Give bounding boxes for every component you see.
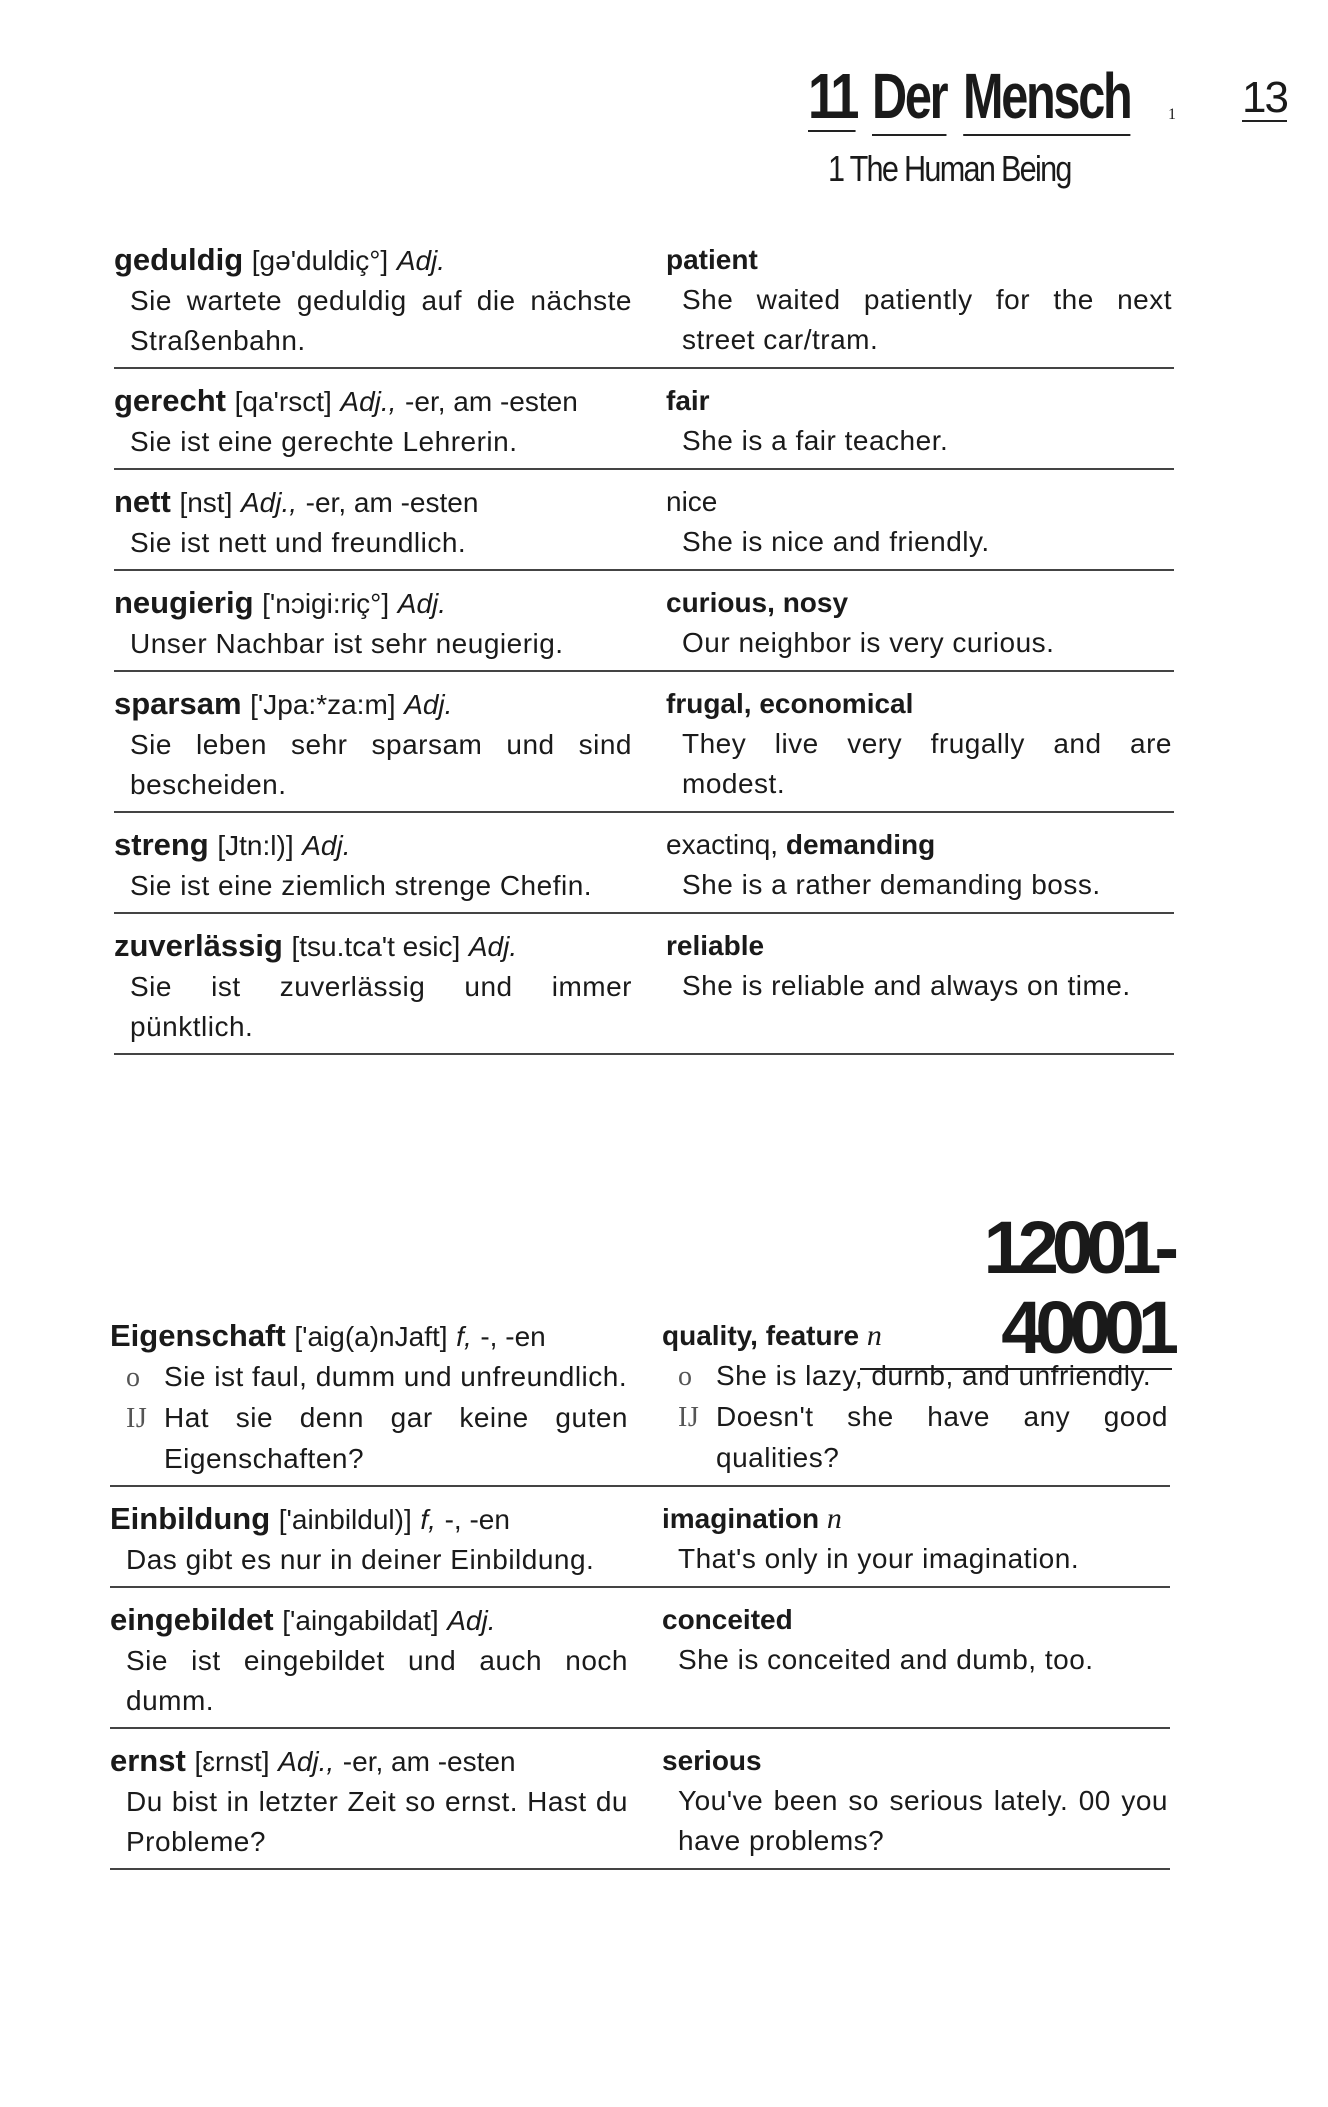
example-german: Sie ist eingebildet und auch noch dumm. (126, 1645, 628, 1716)
headword: zuverlässig (114, 928, 283, 963)
headword-line (110, 1741, 628, 1782)
headword-line (114, 684, 632, 725)
example-english (662, 1397, 1168, 1478)
english-column (662, 1499, 1168, 1580)
example-marker: IJ (126, 1403, 148, 1434)
translation (666, 684, 1172, 724)
german-column (114, 240, 666, 361)
pronunciation: [nst] (179, 487, 233, 518)
headword-line (114, 926, 632, 967)
example-german (110, 1357, 628, 1398)
translation (662, 1741, 1168, 1781)
headword-line (110, 1316, 628, 1357)
chapter-subtitle: 1 The Human Being (828, 148, 1071, 189)
dictionary-entry (114, 482, 1174, 571)
translation-text: patient (666, 244, 758, 275)
german-column (114, 482, 666, 563)
dictionary-entry (114, 684, 1174, 813)
noun-marker: n (826, 1502, 842, 1535)
grammar-label: Adj. (396, 245, 446, 276)
example-german: Sie leben sehr sparsam und sind bescheiden. (130, 729, 632, 800)
example-marker: o (126, 1362, 141, 1393)
english-column (662, 1316, 1168, 1479)
grammar-label: Adj. (397, 588, 447, 619)
dictionary-entry (114, 240, 1174, 369)
example-marker: o (678, 1361, 693, 1392)
translation (666, 583, 1172, 623)
grammar-label: Adj. (468, 931, 518, 962)
page-number: 13 (1242, 73, 1287, 122)
english-column (666, 684, 1172, 805)
example-german: Das gibt es nur in deiner Einbildung. (126, 1544, 595, 1575)
german-column (114, 381, 666, 462)
entries-block-a (0, 240, 1328, 1055)
example-german: Du bist in letzter Zeit so ernst. Hast du Probleme? (126, 1786, 628, 1857)
grammar-label: Adj. (302, 830, 351, 861)
headword: nett (114, 484, 171, 519)
chapter-title-word-1: Der (872, 60, 946, 136)
pronunciation: [Jtn:l)] (217, 830, 294, 861)
example-english (662, 1356, 1168, 1397)
dictionary-entry (114, 583, 1174, 672)
inflection: -, -en (480, 1321, 546, 1352)
translation (662, 1316, 1168, 1356)
headword: eingebildet (110, 1602, 274, 1637)
german-column (110, 1499, 662, 1580)
example-english: She is reliable and always on time. (682, 970, 1131, 1001)
grammar-label: Adj. (447, 1605, 496, 1636)
translation-text: curious, nosy (666, 587, 849, 618)
dictionary-entry (110, 1316, 1170, 1487)
translation (666, 825, 1172, 865)
grammar-label: Adj. (404, 689, 453, 720)
dictionary-entry (114, 926, 1174, 1055)
translation (666, 240, 1172, 280)
german-column (114, 684, 666, 805)
german-column (110, 1741, 662, 1862)
grammar-label: Adj., (340, 386, 397, 417)
example-german: Sie ist eine gerechte Lehrerin. (130, 426, 518, 457)
example-german: Sie wartete geduldig auf die nächste Straßenbahn. (130, 285, 632, 356)
english-column (662, 1600, 1168, 1721)
headword: neugierig (114, 585, 254, 620)
example-english: She is nice and friendly. (682, 526, 990, 557)
translation-text: demanding (785, 829, 936, 860)
dictionary-entry (114, 381, 1174, 470)
dictionary-entry (114, 825, 1174, 914)
chapter-small-number: 1 (1168, 106, 1176, 123)
pronunciation: ['ainbildul)] (278, 1504, 412, 1535)
german-column (114, 583, 666, 664)
translation-text: quality, feature (662, 1320, 860, 1351)
headword-line (114, 381, 632, 422)
headword: gerecht (114, 383, 226, 418)
translation-text: frugal, economical (666, 688, 914, 719)
english-column (666, 825, 1172, 906)
example-german: Sie ist zuverlässig und immer pünktlich. (130, 971, 632, 1042)
grammar-label: Adj., (241, 487, 298, 518)
headword-line (114, 240, 632, 281)
headword-line (114, 482, 632, 523)
example-marker: IJ (678, 1402, 700, 1433)
example-german (110, 1398, 628, 1479)
headword-line (110, 1499, 628, 1540)
grammar-label: f, (420, 1504, 436, 1535)
pronunciation: ['nɔigi:riç°] (262, 588, 390, 619)
dictionary-entry (110, 1600, 1170, 1729)
translation-text: fair (666, 385, 710, 416)
noun-marker: n (866, 1319, 882, 1352)
chapter-title (872, 60, 1147, 132)
headword: streng (114, 827, 209, 862)
english-column (666, 240, 1172, 361)
translation-text: nice (666, 486, 718, 517)
example-english: She is conceited and dumb, too. (678, 1644, 1094, 1675)
headword: Eigenschaft (110, 1318, 286, 1353)
inflection: -, -en (444, 1504, 510, 1535)
english-column (666, 482, 1172, 563)
pronunciation: [qa'rsct] (234, 386, 332, 417)
english-column (662, 1741, 1168, 1862)
headword: geduldig (114, 242, 244, 277)
chapter-number: 11 (808, 60, 856, 132)
example-german: Sie ist nett und freundlich. (130, 527, 467, 558)
pronunciation: [ɛrnst] (194, 1746, 270, 1777)
example-english: Our neighbor is very curious. (682, 627, 1055, 658)
inflection: -er, am -esten (405, 386, 578, 417)
headword: sparsam (114, 686, 242, 721)
example-english: That's only in your imagination. (678, 1543, 1080, 1574)
translation-prefix: exactinq, (666, 829, 786, 860)
german-column (114, 825, 666, 906)
pronunciation: ['aig(a)nJaft] (294, 1321, 448, 1352)
inflection: -er, am -esten (305, 487, 479, 518)
page-header (800, 58, 1290, 189)
example-english: She waited patiently for the next street car/tram. (682, 284, 1172, 355)
chapter-title-word-2: Mensch (963, 60, 1130, 136)
example-english: You've been so serious lately. 00 you have problems? (678, 1785, 1168, 1856)
translation (662, 1600, 1168, 1640)
german-column (110, 1316, 662, 1479)
pronunciation: ['Jpa:*za:m] (250, 689, 396, 720)
dictionary-entry (110, 1741, 1170, 1870)
headword: ernst (110, 1743, 186, 1778)
pronunciation: ['aingabildat] (282, 1605, 439, 1636)
translation-text: imagination (662, 1503, 820, 1534)
section-code: 12001-40001 (860, 1208, 1172, 1370)
headword-line (114, 583, 632, 624)
example-english: They live very frugally and are modest. (682, 728, 1172, 799)
dictionary-entry (110, 1499, 1170, 1588)
example-text: She is lazy, durnb, and unfriendly. (716, 1360, 1152, 1391)
translation (666, 482, 1172, 522)
inflection: -er, am -esten (342, 1746, 516, 1777)
pronunciation: [tsu.tca't esic] (291, 931, 461, 962)
german-column (110, 1600, 662, 1721)
english-column (666, 583, 1172, 664)
grammar-label: f, (456, 1321, 472, 1352)
example-german: Sie ist eine ziemlich strenge Chefin. (130, 870, 593, 901)
example-english: She is a rather demanding boss. (682, 869, 1101, 900)
grammar-label: Adj., (278, 1746, 335, 1777)
example-text: Doesn't she have any good qualities? (716, 1401, 1168, 1473)
headword: Einbildung (110, 1501, 271, 1536)
german-column (114, 926, 666, 1047)
example-german: Unser Nachbar ist sehr neugierig. (130, 628, 564, 659)
pronunciation: [gə'duldiç°] (251, 245, 389, 276)
english-column (666, 926, 1172, 1047)
translation (662, 1499, 1168, 1539)
translation-text: serious (662, 1745, 762, 1776)
headword-line (114, 825, 632, 866)
translation (666, 381, 1172, 421)
english-column (666, 381, 1172, 462)
example-text: Hat sie denn gar keine guten Eigenschaften? (164, 1402, 628, 1474)
entries-block-b (0, 1316, 1328, 1870)
example-text: Sie ist faul, dumm und unfreundlich. (164, 1361, 628, 1392)
translation (666, 926, 1172, 966)
translation-text: conceited (662, 1604, 793, 1635)
translation-text: reliable (666, 930, 765, 961)
example-english: She is a fair teacher. (682, 425, 949, 456)
headword-line (110, 1600, 628, 1641)
